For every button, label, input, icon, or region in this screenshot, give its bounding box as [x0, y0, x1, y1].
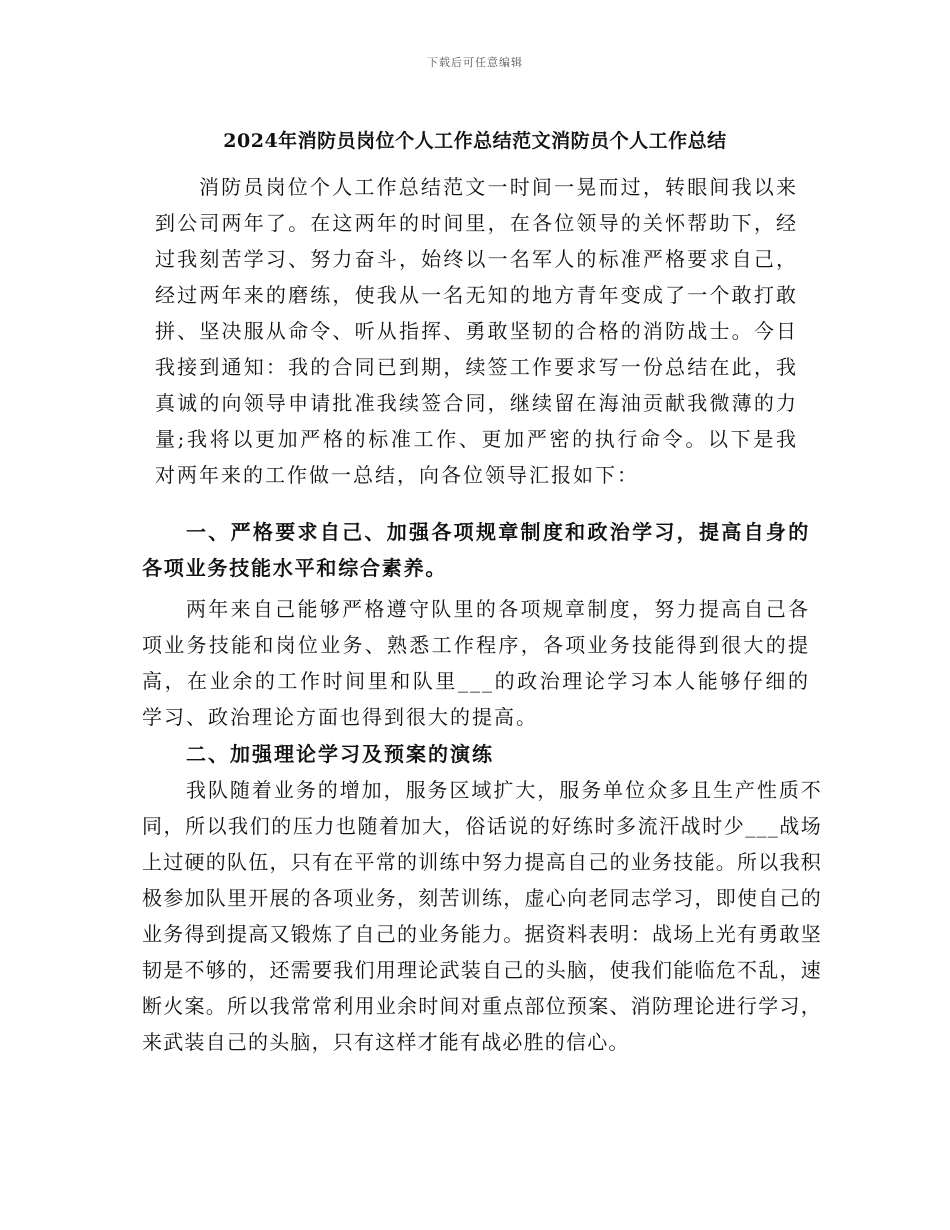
intro-paragraph: 消防员岗位个人工作总结范文一时间一晃而过，转眼间我以来到公司两年了。在这两年的时间里，在各位领导的关怀帮助下，经过我刻苦学习、努力奋斗，始终以一名军人的标准严格要求自己，经过两年来的磨练，使我从一名无知的地方青年变成了一个敢打敢拼、坚决服从命令、听从指挥、勇敢坚韧的合格的消防战士。今日我接到通知：我的合同已到期，续签工作要求写一份总结在此，我真诚的向领导申请批准我续签合同，继续留在海油贡献我微薄的力量;我将以更加严格的标准工作、更加严密的执行命令。以下是我对两年来的工作做一总结，向各位领导汇报如下：	[155, 175, 798, 487]
header-note: 下载后可任意编辑	[427, 56, 523, 69]
section-1-body: 两年来自己能够严格遵守队里的各项规章制度，努力提高自己各项业务技能和岗位业务、熟悉工作程序，各项业务技能得到很大的提高，在业余的工作时间里和队里___的政治理论学习本人能够仔细的学习、政治理论方面也得到很大的提高。	[142, 597, 810, 729]
section-2-heading: 二、加强理论学习及预案的演练	[186, 742, 494, 766]
section-1-heading: 一、严格要求自己、加强各项规章制度和政治学习，提高自身的各项业务技能水平和综合素养。	[142, 520, 810, 580]
document-title: 2024年消防员岗位个人工作总结范文消防员个人工作总结	[223, 130, 727, 152]
section-2-body: 我队随着业务的增加，服务区域扩大，服务单位众多且生产性质不同，所以我们的压力也随着加大，俗话说的好练时多流汗战时少___战场上过硬的队伍，只有在平常的训练中努力提高自己的业务技能。所以我积极参加队里开展的各项业务，刻苦训练，虚心向老同志学习，即使自己的业务得到提高又锻炼了自己的业务能力。据资料表明：战场上光有勇敢坚韧是不够的，还需要我们用理论武装自己的头脑，使我们能临危不乱，速断火案。所以我常常利用业余时间对重点部位预案、消防理论进行学习，来武装自己的头脑，只有这样才能有战必胜的信心。	[142, 778, 822, 1054]
